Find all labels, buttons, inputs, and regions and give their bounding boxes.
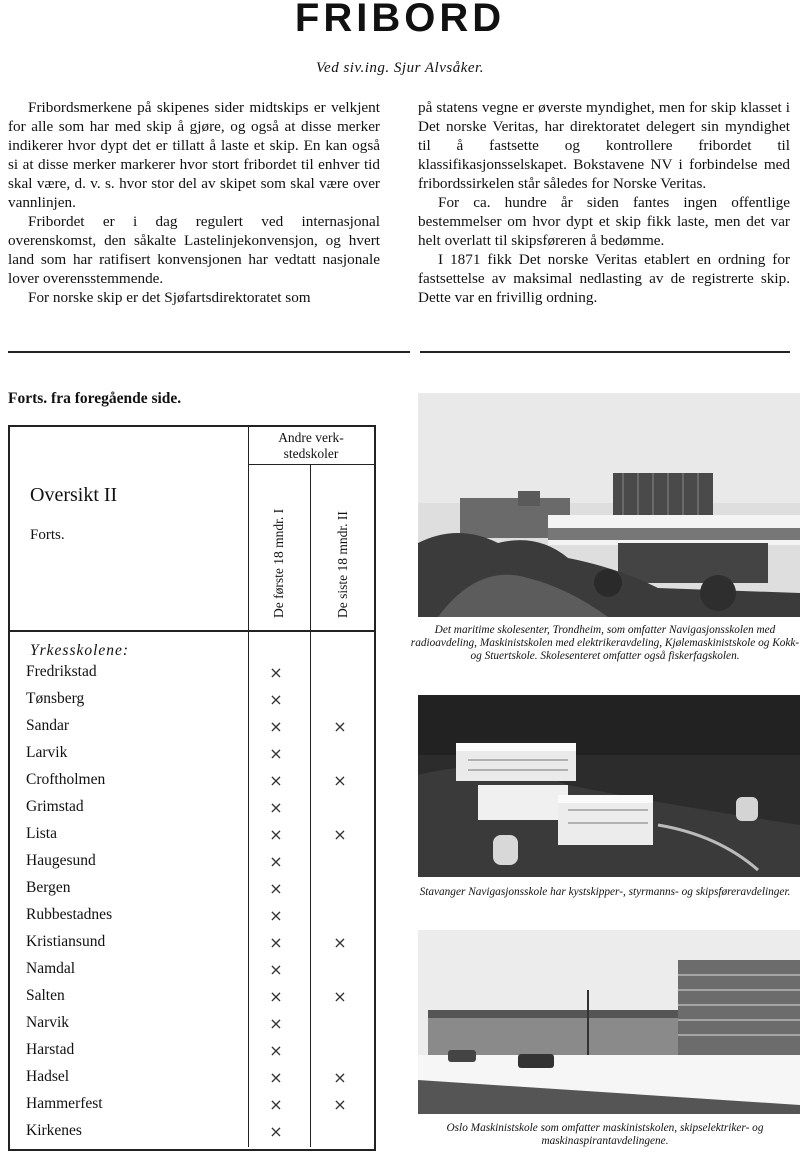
mark-col1: × xyxy=(269,744,283,763)
table-row xyxy=(10,1122,372,1149)
header-divider xyxy=(10,630,374,632)
school-name: Fredrikstad xyxy=(26,663,97,680)
mark-col2: × xyxy=(333,825,347,844)
mark-col2: × xyxy=(333,771,347,790)
overview-subtitle: Forts. xyxy=(30,527,65,543)
paragraph: Fribordet er i dag regulert ved internasjonal overenskomst, den såkalte Lastelinjekonvensjon, og hvert land som har ratifisert konvensjonen har vedtatt nasjonale lover overensstemmende. xyxy=(8,213,380,287)
table-row xyxy=(10,798,372,825)
mark-col1: × xyxy=(269,1014,283,1033)
paragraph: For ca. hundre år siden fantes ingen offentlige bestemmelser om hvor dypt et skip fikk laste, men det var helt overlatt til skipsføreren å bedømme. xyxy=(418,194,790,249)
mark-col1: × xyxy=(269,1068,283,1087)
continuation-note: Forts. fra foregående side. xyxy=(8,390,182,407)
school-name: Lista xyxy=(26,825,57,842)
school-name: Tønsberg xyxy=(26,690,85,707)
mark-col1: × xyxy=(269,852,283,871)
photo-trondheim xyxy=(418,393,800,617)
table-row xyxy=(10,852,372,879)
mark-col1: × xyxy=(269,906,283,925)
mark-col2: × xyxy=(333,987,347,1006)
byline: Ved siv.ing. Sjur Alvsåker. xyxy=(316,60,484,76)
mark-col1: × xyxy=(269,987,283,1006)
table-row xyxy=(10,744,372,771)
divider xyxy=(8,351,410,353)
school-name: Haugesund xyxy=(26,852,96,869)
table-row xyxy=(10,1068,372,1095)
paragraph: på statens vegne er øverste myndighet, men for skip klasset i Det norske Veritas, har direktoratet delegert sin myndighet til å fastsette og kontrollere fribordet til klassifikasjonsselskapet. Bokstavene NV i forbindelse med fribordssirkelen står således for Norske Veritas. xyxy=(418,99,790,192)
table-row xyxy=(10,771,372,798)
photo-caption: Oslo Maskinistskole som omfatter maskinistskolen, skipselektriker- og maskinaspirantavdelingene. xyxy=(446,1122,764,1147)
table-row xyxy=(10,1041,372,1068)
school-name: Salten xyxy=(26,987,65,1004)
school-name: Rubbestadnes xyxy=(26,906,113,923)
school-name: Croftholmen xyxy=(26,771,106,788)
right-column xyxy=(418,98,790,307)
paragraph: I 1871 fikk Det norske Veritas etablert en ordning for fastsettelse av maksimal nedlasting av de registrerte skip. Dette var en frivillig ordning. xyxy=(418,251,790,306)
school-name: Namdal xyxy=(26,960,76,977)
mark-col1: × xyxy=(269,663,283,682)
school-name: Hadsel xyxy=(26,1068,70,1085)
table-row xyxy=(10,717,372,744)
table-row xyxy=(10,1014,372,1041)
school-name: Bergen xyxy=(26,879,71,896)
column-header-1: De første 18 mndr. I xyxy=(271,508,286,618)
photo-oslo xyxy=(418,930,800,1114)
school-name: Kristiansund xyxy=(26,933,106,950)
mark-col2: × xyxy=(333,1068,347,1087)
school-name: Harstad xyxy=(26,1041,75,1058)
mark-col1: × xyxy=(269,960,283,979)
mark-col2: × xyxy=(333,933,347,952)
mark-col1: × xyxy=(269,1041,283,1060)
mark-col1: × xyxy=(269,825,283,844)
school-name: Narvik xyxy=(26,1014,70,1031)
table-row xyxy=(10,960,372,987)
school-name: Sandar xyxy=(26,717,70,734)
mark-col1: × xyxy=(269,933,283,952)
mark-col1: × xyxy=(269,879,283,898)
table-row xyxy=(10,933,372,960)
mark-col1: × xyxy=(269,1122,283,1141)
section-label: Yrkesskolene: xyxy=(30,642,130,659)
mark-col1: × xyxy=(269,1095,283,1114)
table-row xyxy=(10,879,372,906)
mark-col1: × xyxy=(269,717,283,736)
mark-col2: × xyxy=(333,717,347,736)
table-row xyxy=(10,1095,372,1122)
table-row xyxy=(10,987,372,1014)
mark-col1: × xyxy=(269,690,283,709)
group-header: Andre verk- stedskoler xyxy=(278,430,344,461)
photo-stavanger xyxy=(418,695,800,877)
table-row xyxy=(10,663,372,690)
table-row xyxy=(10,690,372,717)
header-divider xyxy=(248,464,374,465)
divider xyxy=(420,351,790,353)
school-name: Hammerfest xyxy=(26,1095,103,1112)
school-name: Kirkenes xyxy=(26,1122,82,1139)
column-header-2: De siste 18 mndr. II xyxy=(335,511,350,618)
left-column xyxy=(8,98,380,307)
mark-col1: × xyxy=(269,771,283,790)
paragraph: For norske skip er det Sjøfartsdirektoratet som xyxy=(28,289,311,306)
article-title: FRIBORD xyxy=(294,0,506,40)
table-row xyxy=(10,825,372,852)
school-name: Larvik xyxy=(26,744,68,761)
mark-col2: × xyxy=(333,1095,347,1114)
mark-col1: × xyxy=(269,798,283,817)
photo-caption: Stavanger Navigasjonsskole har kystskipper-, styrmanns- og skipsføreravdelinger. xyxy=(419,886,791,898)
photo-caption: Det maritime skolesenter, Trondheim, som omfatter Navigasjonsskolen med radioavdeling, Maskinistskolen med elektrikeravdeling, Kjølemaskinistskole og Kokk- og Stuertskole. Skolesenteret omfatter også fiskerfagskolen. xyxy=(410,624,800,662)
overview-title: Oversikt II xyxy=(30,484,118,506)
paragraph: Fribordsmerkene på skipenes sider midtskips er velkjent for alle som har med skip å gjøre, og også at disse merker indikerer hvor dypt det er tillatt å laste et skip. En kan også si at disse merker markerer hvor stort fribordet til enhver tid skal være, d. v. s. hvor stor del av skipet som skal være over vannlinjen. xyxy=(8,99,380,211)
table-row xyxy=(10,906,372,933)
school-name: Grimstad xyxy=(26,798,84,815)
